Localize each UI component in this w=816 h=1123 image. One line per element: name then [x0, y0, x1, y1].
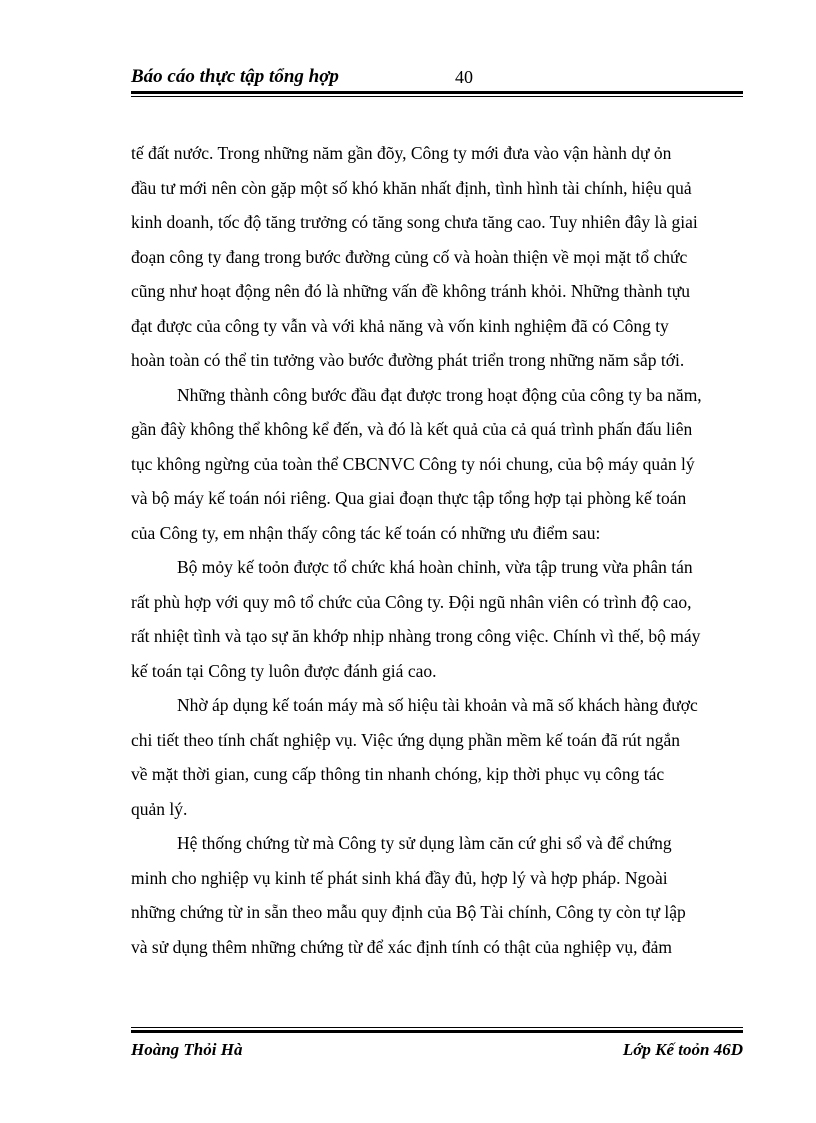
text-line: chi tiết theo tính chất nghiệp vụ. Việc ứng dụng phần mềm kế toán đã rút ngắn [131, 729, 681, 750]
body-text [131, 141, 743, 969]
text-line: cũng như hoạt động nên đó là những vấn đề không tránh khỏi. Những thành tựu [131, 281, 690, 301]
text-line: đoạn công ty đang trong bước đường củng cố và hoàn thiện về mọi mặt tổ chức [131, 246, 688, 267]
header-rule-thin [131, 96, 743, 97]
text-line: Những thành công bước đầu đạt được trong hoạt động của công ty ba năm, [177, 384, 702, 405]
text-line: Bộ mỏy kế toỏn được tổ chức khá hoàn chỉnh, vừa tập trung vừa phân tán [177, 557, 693, 577]
text-line: Hệ thống chứng từ mà Công ty sử dụng làm căn cứ ghi sổ và để chứng [177, 833, 672, 853]
text-line: rất phù hợp với quy mô tổ chức của Công ty. Đội ngũ nhân viên có trình độ cao, [131, 591, 692, 612]
header-title: Báo cáo thực tập tổng hợp [131, 66, 339, 87]
text-line: tế đất nước. Trong những năm gần đõy, Công ty mới đưa vào vận hành dự ỏn [131, 143, 672, 163]
footer-author: Hoàng Thỏi Hà [131, 1040, 243, 1059]
text-line: hoàn toàn có thể tin tưởng vào bước đường phát triển trong những năm sắp tới. [131, 350, 685, 370]
text-line: quản lý. [131, 798, 188, 819]
footer-rule-thin [131, 1027, 743, 1028]
text-line: của Công ty, em nhận thấy công tác kế toán có những ưu điểm sau: [131, 522, 601, 543]
text-line: về mặt thời gian, cung cấp thông tin nhanh chóng, kịp thời phục vụ công tác [131, 764, 665, 784]
text-line: và bộ máy kế toán nói riêng. Qua giai đoạn thực tập tổng hợp tại phòng kế toán [131, 488, 687, 508]
text-line: rất nhiệt tình và tạo sự ăn khớp nhịp nhàng trong công việc. Chính vì thế, bộ máy [131, 626, 701, 646]
text-line: đạt được của công ty vẫn và với khả năng và vốn kinh nghiệm đã có Công ty [131, 315, 669, 336]
header-rule-thick [131, 91, 743, 94]
text-line: đầu tư mới nên còn gặp một số khó khăn nhất định, tình hình tài chính, hiệu quả [131, 177, 692, 198]
text-line: và sử dụng thêm những chứng từ để xác định tính có thật của nghiệp vụ, đảm [131, 936, 672, 957]
page-header [131, 62, 743, 92]
text-line: minh cho nghiệp vụ kinh tế phát sinh khá đầy đủ, hợp lý và hợp pháp. Ngoài [131, 867, 668, 888]
footer-class: Lớp Kế toỏn 46D [622, 1040, 743, 1059]
text-line: tục không ngừng của toàn thể CBCNVC Công ty nói chung, của bộ máy quản lý [131, 453, 695, 474]
text-line: gần đâỳ không thể không kể đến, và đó là kết quả của cả quá trình phấn đấu liên [131, 419, 693, 439]
text-line: Nhờ áp dụng kế toán máy mà số hiệu tài khoản và mã số khách hàng được [177, 695, 698, 715]
footer-rule-thick [131, 1030, 743, 1033]
text-line: kế toán tại Công ty luôn được đánh giá cao. [131, 660, 437, 681]
text-line: những chứng từ in sẵn theo mẫu quy định của Bộ Tài chính, Công ty còn tự lập [131, 902, 686, 922]
text-line: kinh doanh, tốc độ tăng trưởng có tăng song chưa tăng cao. Tuy nhiên đây là giai [131, 212, 698, 232]
page-number: 40 [455, 67, 473, 87]
